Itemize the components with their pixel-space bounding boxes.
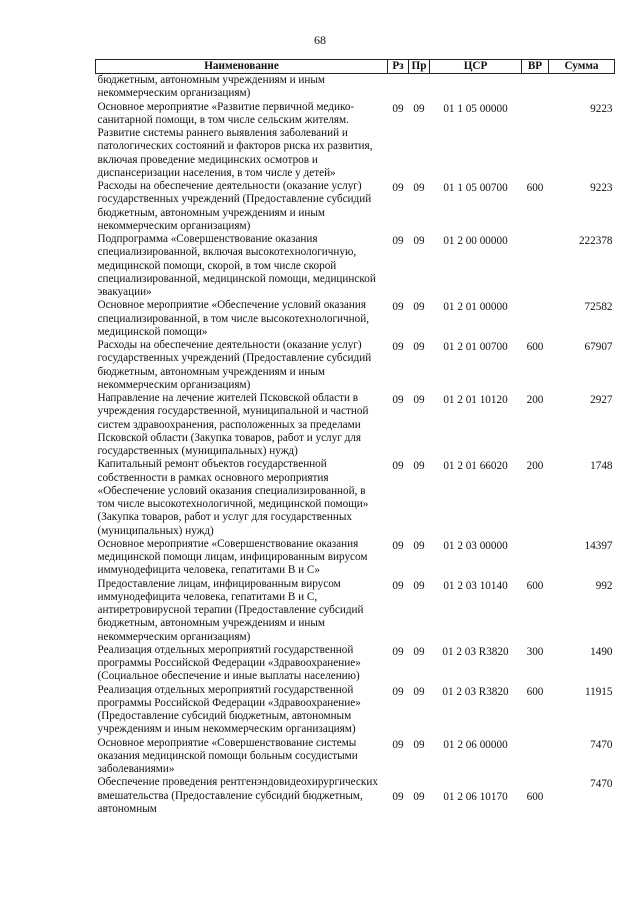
row-vr: 300	[526, 645, 544, 658]
row-vr	[522, 737, 549, 777]
row-name: Капитальный ремонт объектов государственной собственности в рамках основного мероприятия «Обеспечение условий оказания специализированной, в том числе высокотехнологичной, медицинской помощи» (Закупка товаров, работ и услуг для государственных (муниципальных) нужд)	[97, 458, 369, 537]
row-sum: 1490	[590, 645, 613, 658]
row-rz: 09	[392, 685, 404, 698]
row-vr: 600	[526, 182, 544, 194]
row-name: Подпрограмма «Совершенствование оказания специализированной, включая высокотехнологичную, медицинской помощи, скорой, в том числе скорой специализированной, медицинской помощи, медицинской эвакуации»	[97, 233, 376, 298]
row-vr	[522, 299, 549, 339]
table-header-row	[96, 60, 615, 74]
row-pr: 09	[413, 341, 425, 353]
row-csr: 01 2 03 00000	[443, 539, 508, 552]
row-pr: 09	[413, 235, 425, 247]
row-rz: 09	[392, 791, 404, 804]
header-vr: ВР	[522, 60, 549, 74]
row-pr: 09	[413, 579, 425, 592]
row-vr: 200	[526, 460, 544, 473]
row-pr: 09	[413, 539, 425, 552]
row-csr: 01 2 01 00700	[443, 341, 508, 353]
row-name: Реализация отдельных мероприятий государственной программы Российской Федерации «Здравоохранение» (Социальное обеспечение и иные выплаты населению)	[97, 643, 361, 683]
row-rz: 09	[392, 341, 404, 353]
table-row	[96, 538, 615, 578]
row-pr	[409, 74, 430, 101]
row-rz: 09	[392, 102, 404, 115]
row-csr: 01 1 05 00000	[443, 102, 508, 115]
row-csr: 01 2 06 00000	[443, 738, 508, 751]
table-row	[96, 392, 615, 458]
row-sum: 992	[595, 579, 613, 592]
row-vr: 600	[526, 791, 544, 804]
table-row	[96, 737, 615, 777]
row-pr: 09	[413, 394, 425, 406]
row-csr: 01 2 01 00000	[443, 301, 508, 314]
row-csr: 01 2 00 00000	[443, 235, 508, 247]
row-rz: 09	[392, 235, 404, 247]
row-rz: 09	[392, 539, 404, 552]
table-row	[96, 74, 615, 101]
row-csr: 01 2 03 10140	[443, 579, 508, 592]
row-name: Основное мероприятие «Совершенствование оказания медицинской помощи лицам, инфицированным вирусом иммунодефицита человека, гепатитами В и С»	[97, 537, 368, 577]
row-sum: 9223	[590, 102, 613, 115]
row-name: Реализация отдельных мероприятий государственной программы Российской Федерации «Здравоохранение» (Предоставление субсидий бюджетным, автономным учреждениям и иным некоммерческим организациям)	[97, 683, 361, 736]
header-csr: ЦСР	[430, 60, 522, 74]
row-sum: 1748	[590, 460, 613, 473]
row-sum	[549, 74, 615, 101]
table-row	[96, 101, 615, 181]
row-sum: 72582	[584, 301, 613, 314]
row-name: Основное мероприятие «Совершенствование системы оказания медицинской помощи больным сосудистыми заболеваниями»	[97, 736, 358, 775]
header-name: Наименование	[96, 60, 388, 74]
row-csr: 01 2 03 R3820	[442, 685, 509, 698]
row-csr: 01 2 01 66020	[443, 460, 508, 473]
row-vr: 600	[526, 579, 544, 592]
row-vr	[522, 74, 549, 101]
row-pr: 09	[413, 791, 425, 804]
row-pr: 09	[413, 301, 425, 314]
row-vr	[522, 101, 549, 181]
row-rz	[388, 74, 409, 101]
row-csr: 01 1 05 00700	[443, 182, 508, 194]
row-name: Направление на лечение жителей Псковской области в учреждения государственной, муниципальной и частной систем здравоохранения, расположенных за пределами Псковской области (Закупка товаров, работ и услуг для государственных (муниципальных) нужд)	[97, 392, 369, 457]
row-name: Предоставление лицам, инфицированным вирусом иммунодефицита человека, гепатитами В и С, антиретровирусной терапии (Предоставление субсидий бюджетным, автономным учреждениям и иным некоммерческим организациям)	[97, 577, 364, 643]
row-vr	[522, 538, 549, 578]
row-pr: 09	[413, 460, 425, 473]
table-row	[96, 644, 615, 684]
row-pr: 09	[413, 182, 425, 194]
row-vr: 600	[526, 341, 544, 353]
row-vr: 600	[526, 685, 544, 698]
row-name: Основное мероприятие «Обеспечение условий оказания специализированной, в том числе высокотехнологичной, медицинской помощи»	[97, 299, 370, 338]
row-vr: 200	[526, 394, 544, 406]
header-sum: Сумма	[549, 60, 615, 74]
row-sum: 11915	[584, 685, 613, 698]
page-number: 68	[314, 33, 326, 47]
row-pr: 09	[413, 102, 425, 115]
row-rz: 09	[392, 738, 404, 751]
row-rz: 09	[392, 182, 404, 194]
header-rz: Рз	[388, 60, 409, 74]
row-sum: 7470	[590, 738, 613, 751]
row-pr: 09	[413, 645, 425, 658]
row-rz: 09	[392, 460, 404, 473]
row-sum: 222378	[578, 235, 613, 247]
row-name: Расходы на обеспечение деятельности (оказание услуг) государственных учреждений (Предоставление субсидий бюджетным, автономным учреждениям и иным некоммерческим организациям)	[97, 339, 372, 391]
table-row	[96, 233, 615, 299]
row-csr: 01 2 06 10170	[443, 791, 508, 804]
table-row	[96, 578, 615, 644]
row-pr: 09	[413, 738, 425, 751]
row-sum: 67907	[584, 341, 613, 353]
row-vr	[522, 233, 549, 299]
row-rz: 09	[392, 394, 404, 406]
row-rz: 09	[392, 579, 404, 592]
row-sum: 7470	[590, 778, 613, 791]
row-rz: 09	[392, 645, 404, 658]
budget-table	[95, 59, 615, 816]
row-name: Расходы на обеспечение деятельности (оказание услуг) государственных учреждений (Предоставление субсидий бюджетным, автономным учреждениям и иным некоммерческим организациям)	[97, 180, 372, 232]
table-row	[96, 299, 615, 339]
table-row	[96, 339, 615, 392]
row-csr: 01 2 03 R3820	[442, 645, 509, 658]
table-row	[96, 458, 615, 538]
row-csr: 01 2 01 10120	[443, 394, 508, 406]
table-row	[96, 180, 615, 233]
row-name: Обеспечение проведения рентгенэндовидеохирургических вмешательства (Предоставление субсидий бюджетным, автономным	[97, 776, 378, 815]
row-sum: 9223	[590, 182, 613, 194]
table-row	[96, 776, 615, 816]
row-rz: 09	[392, 301, 404, 314]
header-pr: Пр	[409, 60, 430, 74]
row-name: бюджетным, автономным учреждениям и иным некоммерческим организациям)	[97, 74, 325, 100]
row-csr	[430, 74, 522, 101]
row-name: Основное мероприятие «Развитие первичной медико-санитарной помощи, в том числе сельским жителям. Развитие системы раннего выявления заболеваний и патологических состояний и факторов риска их развития, включая проведение медицинских осмотров и диспансеризации населения, в том числе у детей»	[97, 100, 373, 179]
row-pr: 09	[413, 685, 425, 698]
row-sum: 14397	[584, 539, 613, 552]
row-sum: 2927	[590, 394, 613, 406]
table-row	[96, 684, 615, 737]
